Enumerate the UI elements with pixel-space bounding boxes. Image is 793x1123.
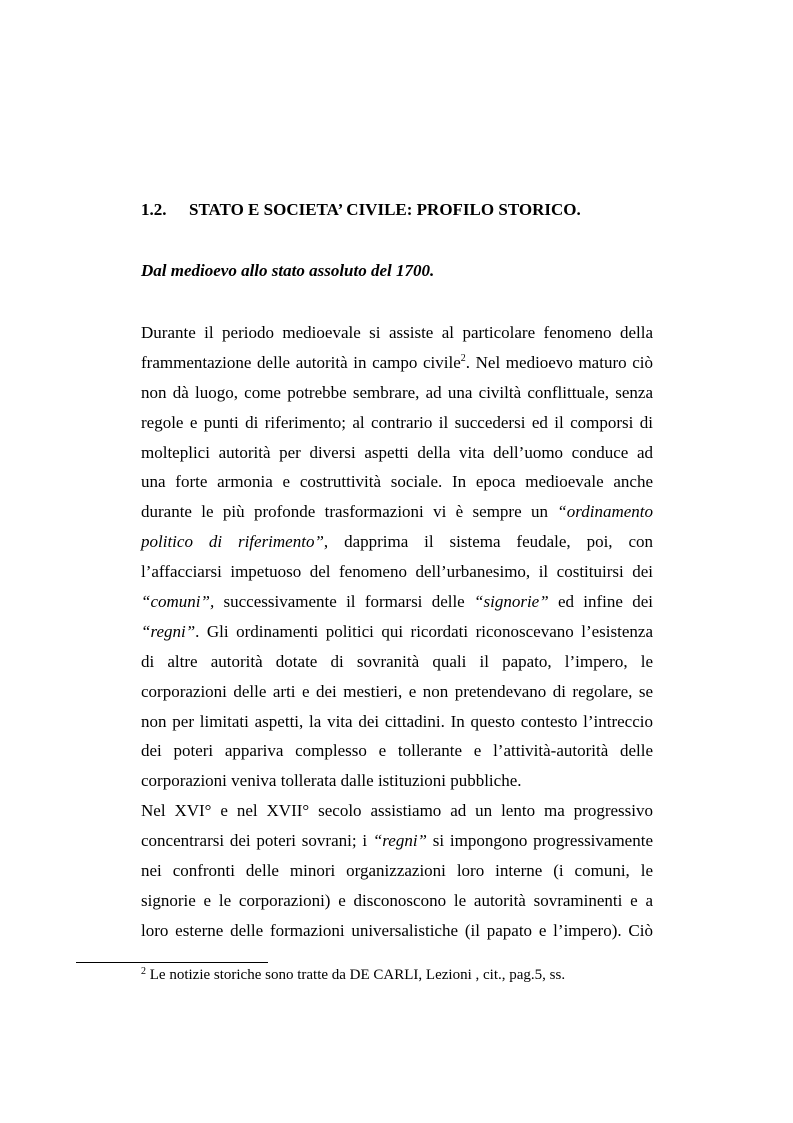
- text-line: nei confronti delle minori organizzazioni loro interne (i comuni, le: [141, 861, 653, 881]
- text-line: corporazioni veniva tollerata dalle istituzioni pubbliche.: [141, 771, 522, 791]
- text-line: l’affacciarsi impetuoso del fenomeno dell’urbanesimo, il costituirsi dei: [141, 562, 653, 582]
- text-line: durante le più profonde trasformazioni vi è sempre un “ordinamento: [141, 502, 653, 522]
- footnote-ref[interactable]: 2: [460, 352, 466, 364]
- text-line: di altre autorità dotate di sovranità quali il papato, l’impero, le: [141, 651, 653, 671]
- subheading: Dal medioevo allo stato assoluto del 1700.: [141, 261, 435, 280]
- text-line: non per limitati aspetti, la vita dei cittadini. In questo contesto l’intreccio: [141, 711, 653, 731]
- text-line: loro esterne delle formazioni universalistiche (il papato e l’impero). Ciò: [141, 920, 653, 940]
- text-line: concentrarsi dei poteri sovrani; i “regni” si impongono progressivamente: [141, 831, 653, 851]
- section-heading: [141, 200, 581, 220]
- text-line: una forte armonia e costruttività sociale. In epoca medioevale anche: [141, 472, 653, 492]
- footnote: [141, 967, 565, 984]
- footnote-divider: [76, 962, 268, 963]
- text-line: molteplici autorità per diversi aspetti della vita dell’uomo conduce ad: [141, 442, 653, 462]
- text-line: corporazioni delle arti e dei mestieri, e non pretendevano di regolare, se: [141, 681, 653, 701]
- body-text: [141, 318, 653, 946]
- footnote-text: Le notizie storiche sono tratte da DE CARLI, Lezioni , cit., pag.5, ss.: [146, 967, 566, 983]
- footnote-marker: 2: [141, 966, 146, 977]
- text-line: non dà luogo, come potrebbe sembrare, ad una civiltà conflittuale, senza: [141, 382, 653, 402]
- section-title: STATO E SOCIETA’ CIVILE: PROFILO STORICO.: [189, 200, 581, 219]
- text-line: Nel XVI° e nel XVII° secolo assistiamo ad un lento ma progressivo: [141, 801, 653, 821]
- text-line: regole e punti di riferimento; al contrario il succedersi ed il comporsi di: [141, 412, 653, 432]
- text-line: “regni”. Gli ordinamenti politici qui ricordati riconoscevano l’esistenza: [141, 621, 653, 641]
- text-line: politico di riferimento”, dapprima il sistema feudale, poi, con: [141, 532, 653, 552]
- text-line: signorie e le corporazioni) e disconoscono le autorità sovraminenti e a: [141, 890, 653, 910]
- text-line: “comuni”, successivamente il formarsi delle “signorie” ed infine dei: [141, 592, 653, 612]
- text-line: frammentazione delle autorità in campo civile$^2$. Nel medioevo maturo ciò: [141, 352, 653, 372]
- text-line: dei poteri appariva complesso e tollerante e l’attività-autorità delle: [141, 741, 653, 761]
- text-line: Durante il periodo medioevale si assiste al particolare fenomeno della: [141, 323, 653, 342]
- section-number: 1.2.: [141, 200, 167, 219]
